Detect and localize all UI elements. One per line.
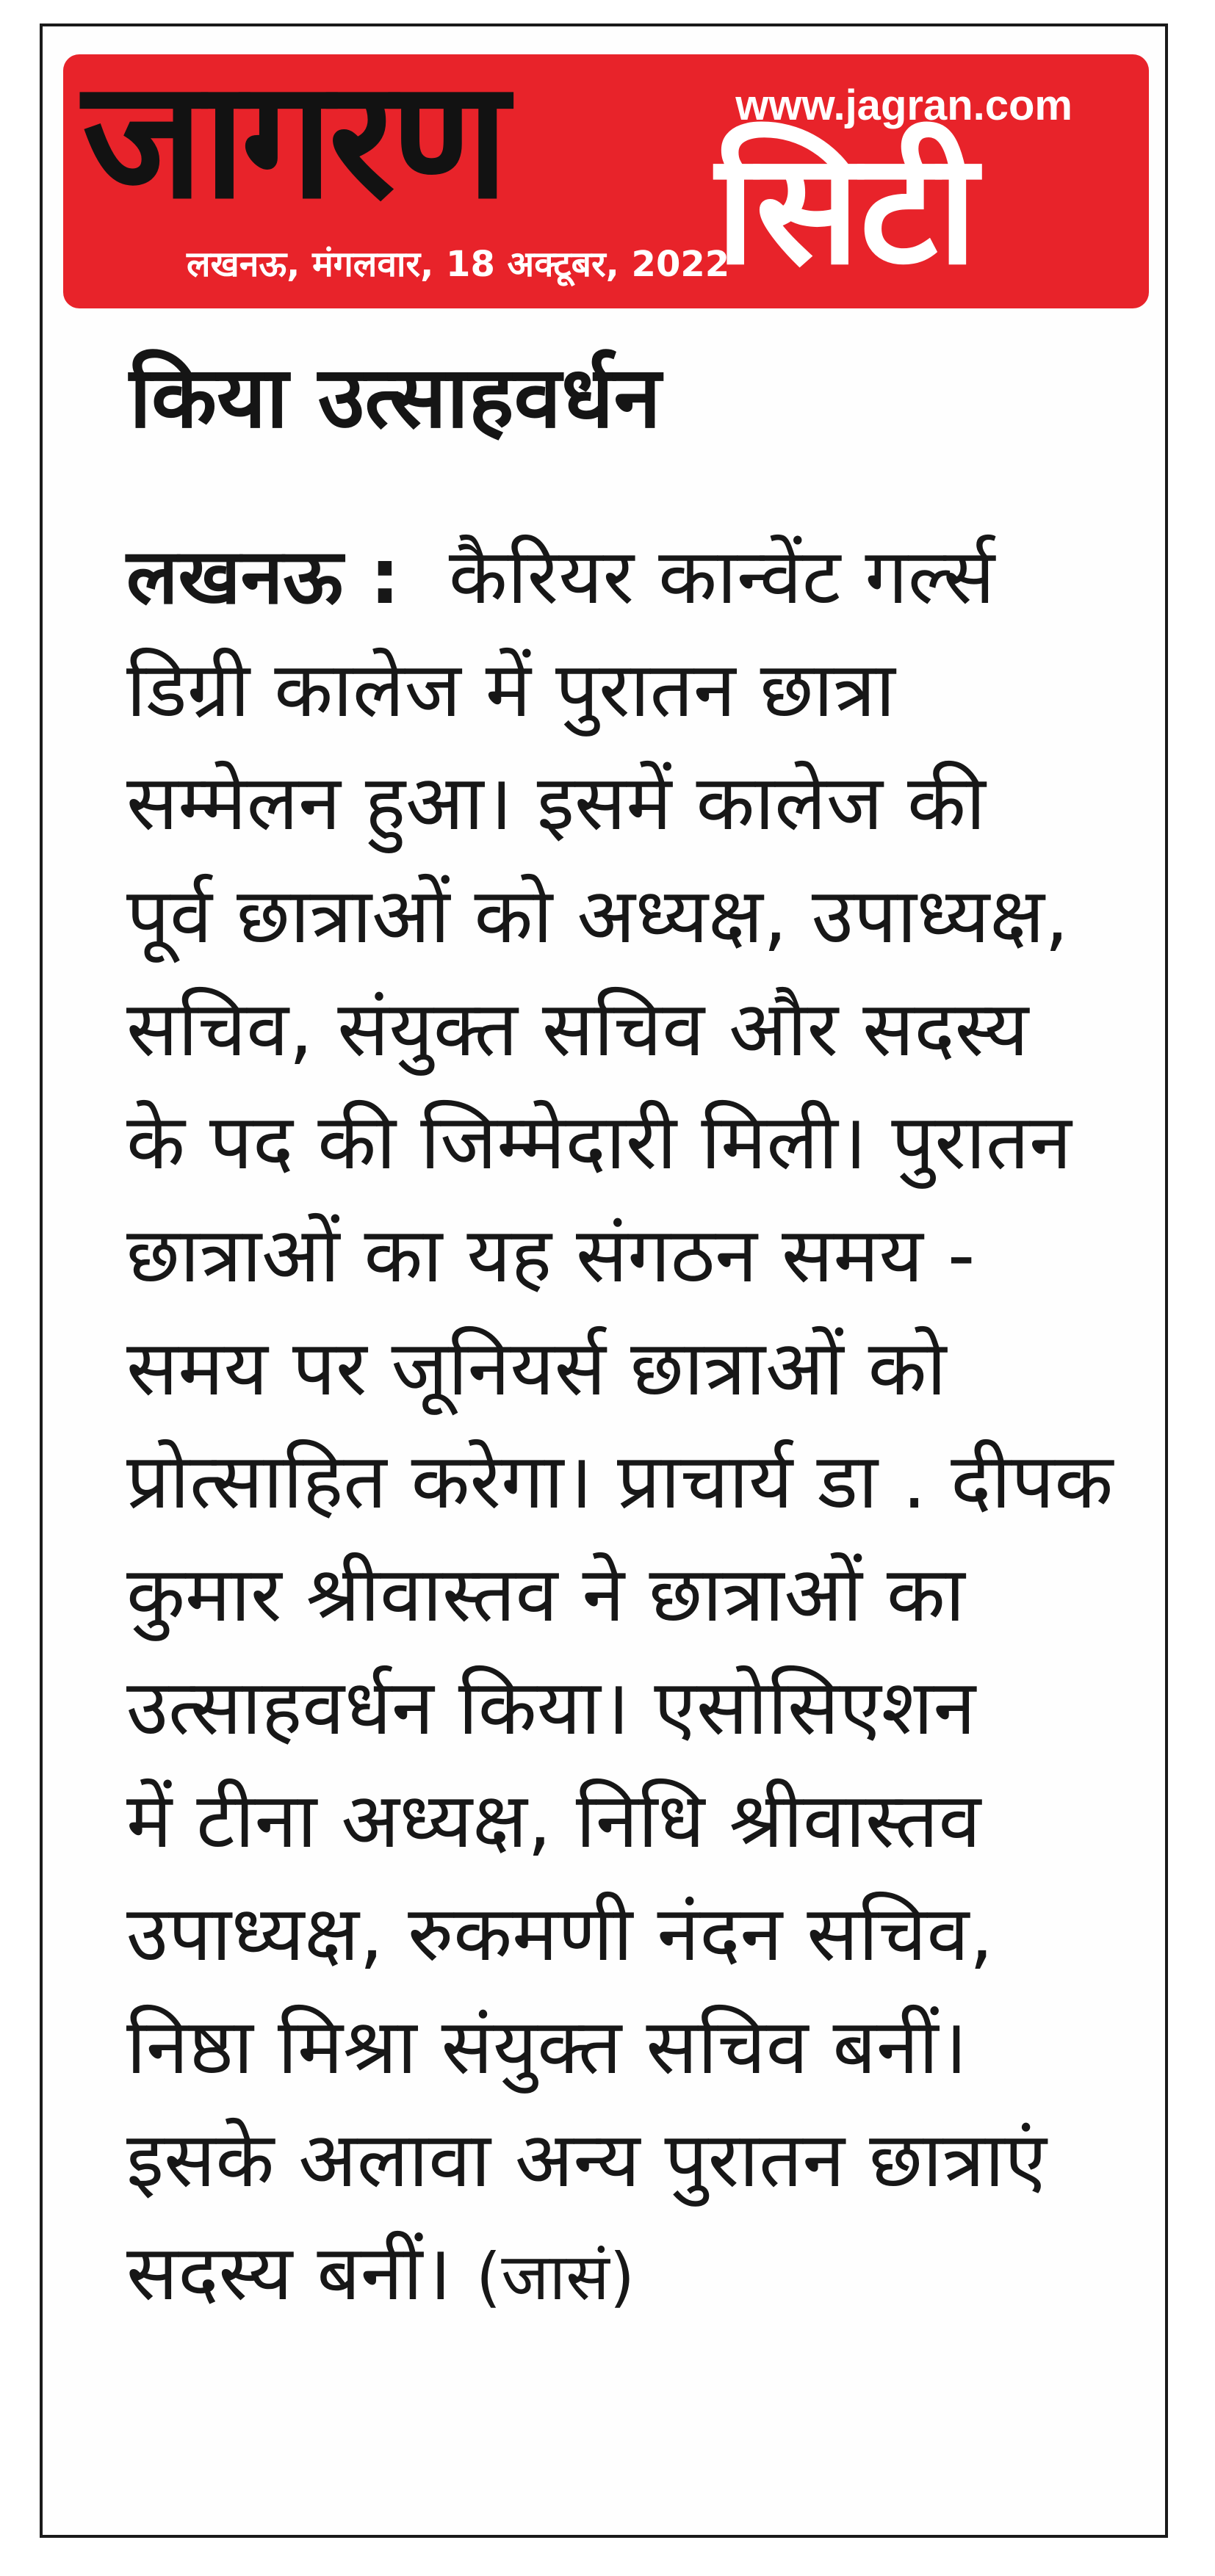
article-line: निष्ठा मिश्रा संयुक्त सचिव बनीं। (126, 2002, 967, 2091)
article-headline: किया उत्साहवर्धन (129, 348, 661, 447)
article-line: इसके अलावा अन्य पुरातन छात्राएं (126, 2115, 1047, 2204)
article-line (126, 520, 1125, 633)
article-line: सचिव, संयुक्त सचिव और सदस्य (126, 984, 1029, 1074)
article-line: के पद की जिम्मेदारी मिली। पुरातन (126, 1097, 1072, 1187)
article-line: में टीना अध्यक्ष, निधि श्रीवास्तव (126, 1776, 981, 1865)
article-body (126, 520, 1125, 2329)
article-line (126, 2216, 1125, 2329)
article-line: समय पर जूनियर्स छात्राओं को (126, 1323, 947, 1413)
newspaper-logo: जागरण (82, 54, 505, 235)
newspaper-masthead (63, 54, 1149, 308)
article-line: प्रोत्साहित करेगा। प्राचार्य डा . दीपक (126, 1436, 1114, 1526)
edition-title: सिटी (715, 119, 978, 299)
publication-date: लखनऊ, मंगलवार, 18 अक्टूबर, 2022 (187, 244, 730, 285)
article-text: कैरियर कान्वेंट गर्ल्स (448, 532, 995, 621)
article-line: डिग्री कालेज में पुरातन छात्रा (126, 645, 895, 734)
news-agency-credit: (जासं) (475, 2239, 635, 2315)
article-text: सदस्य बनीं। (126, 2228, 452, 2318)
article-line: उपाध्यक्ष, रुकमणी नंदन सचिव, (126, 1889, 994, 1978)
article-line: पूर्व छात्राओं को अध्यक्ष, उपाध्यक्ष, (126, 871, 1069, 960)
article-line: सम्मेलन हुआ। इसमें कालेज की (126, 758, 986, 847)
article-dateline: लखनऊ : (126, 532, 400, 621)
website-url: www.jagran.com (735, 82, 1072, 129)
article-line: उत्साहवर्धन किया। एसोसिएशन (126, 1663, 976, 1752)
article-line: कुमार श्रीवास्तव ने छात्राओं का (126, 1549, 965, 1639)
article-line: छात्राओं का यह संगठन समय - (126, 1210, 976, 1300)
